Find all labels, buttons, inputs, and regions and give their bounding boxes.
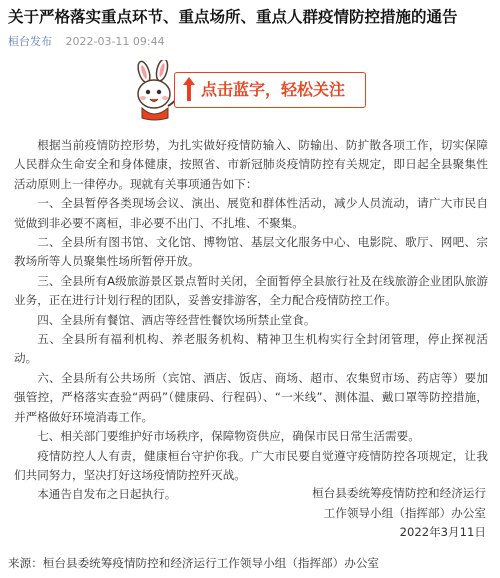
body-paragraph-item-5: 五、全县所有福利机构、养老服务机构、精神卫生机构实行全封闭管理，停止探视活动。 [14, 332, 488, 366]
body-paragraph-effective: 本通告自发布之日起执行。 [37, 487, 177, 502]
follow-banner-box[interactable] [174, 72, 366, 108]
body-paragraph-item-4: 四、全县所有餐馆、酒店等经营性餐饮场所禁止堂食。 [37, 312, 316, 327]
article-body [14, 136, 488, 505]
follow-banner-text: 点击蓝字，轻松关注 [201, 80, 346, 99]
signature-block [246, 484, 486, 543]
source-line: 来源：桓台县委统筹疫情防控和经济运行工作领导小组（指挥部）办公室 [8, 556, 380, 570]
arrow-up-icon [182, 76, 196, 102]
body-paragraph-item-6: 六、全县所有公共场所（宾馆、酒店、饭店、商场、超市、农集贸市场、药店等）要加强管控，严格落实查验“两码”（健康码、行程码）、“一米线”、测体温、戴口罩等防控措施，并严格做好环境消毒工作。 [14, 370, 488, 424]
signature-org-line2: 工作领导小组（指挥部）办公室 [323, 505, 486, 520]
article-title: 关于严格落实重点环节、重点场所、重点人群疫情防控措施的通告 [8, 8, 458, 26]
publish-time: 2022-03-11 09:44 [65, 35, 165, 48]
signature-date: 2022年3月11日 [399, 525, 486, 540]
body-paragraph-item-2: 二、全县所有图书馆、文化馆、博物馆、基层文化服务中心、电影院、歌厅、网吧、宗教场所等人员聚集性场所暂停开放。 [14, 235, 488, 269]
signature-org-line1: 桓台县委统筹疫情防控和经济运行 [312, 486, 486, 500]
body-paragraph-item-1: 一、全县暂停各类现场会议、演出、展览和群体性活动，减少人员流动，请广大市民自觉做到非必要不离桓，非必要不出门、不扎堆、不聚集。 [14, 196, 488, 230]
body-paragraph-appeal: 疫情防控人人有责，健康桓台守护你我。广大市民要自觉遵守疫情防控各项规定，让我们共同努力，坚决打好这场疫情防控歼灭战。 [14, 448, 488, 482]
body-paragraph-item-7: 七、相关部门要维护好市场秩序，保障物资供应，确保市民日常生活需要。 [37, 429, 420, 444]
article-meta [8, 34, 165, 50]
author-link[interactable]: 桓台发布 [8, 35, 52, 48]
follow-banner[interactable] [128, 60, 368, 122]
body-paragraph-intro: 根据当前疫情防控形势，为扎实做好疫情防输入、防输出、防扩散各项工作，切实保障人民群众生命安全和身体健康，按照省、市新冠肺炎疫情防控有关规定，即日起全县聚集性活动原则上一律停办。现就有关事项通告如下： [14, 138, 488, 191]
body-paragraph-item-3: 三、全县所有A级旅游景区景点暂时关闭，全面暂停全县旅行社及在线旅游企业团队旅游业务，正在进行计划行程的团队，妥善安排游客，全力配合疫情防控工作。 [14, 273, 488, 308]
